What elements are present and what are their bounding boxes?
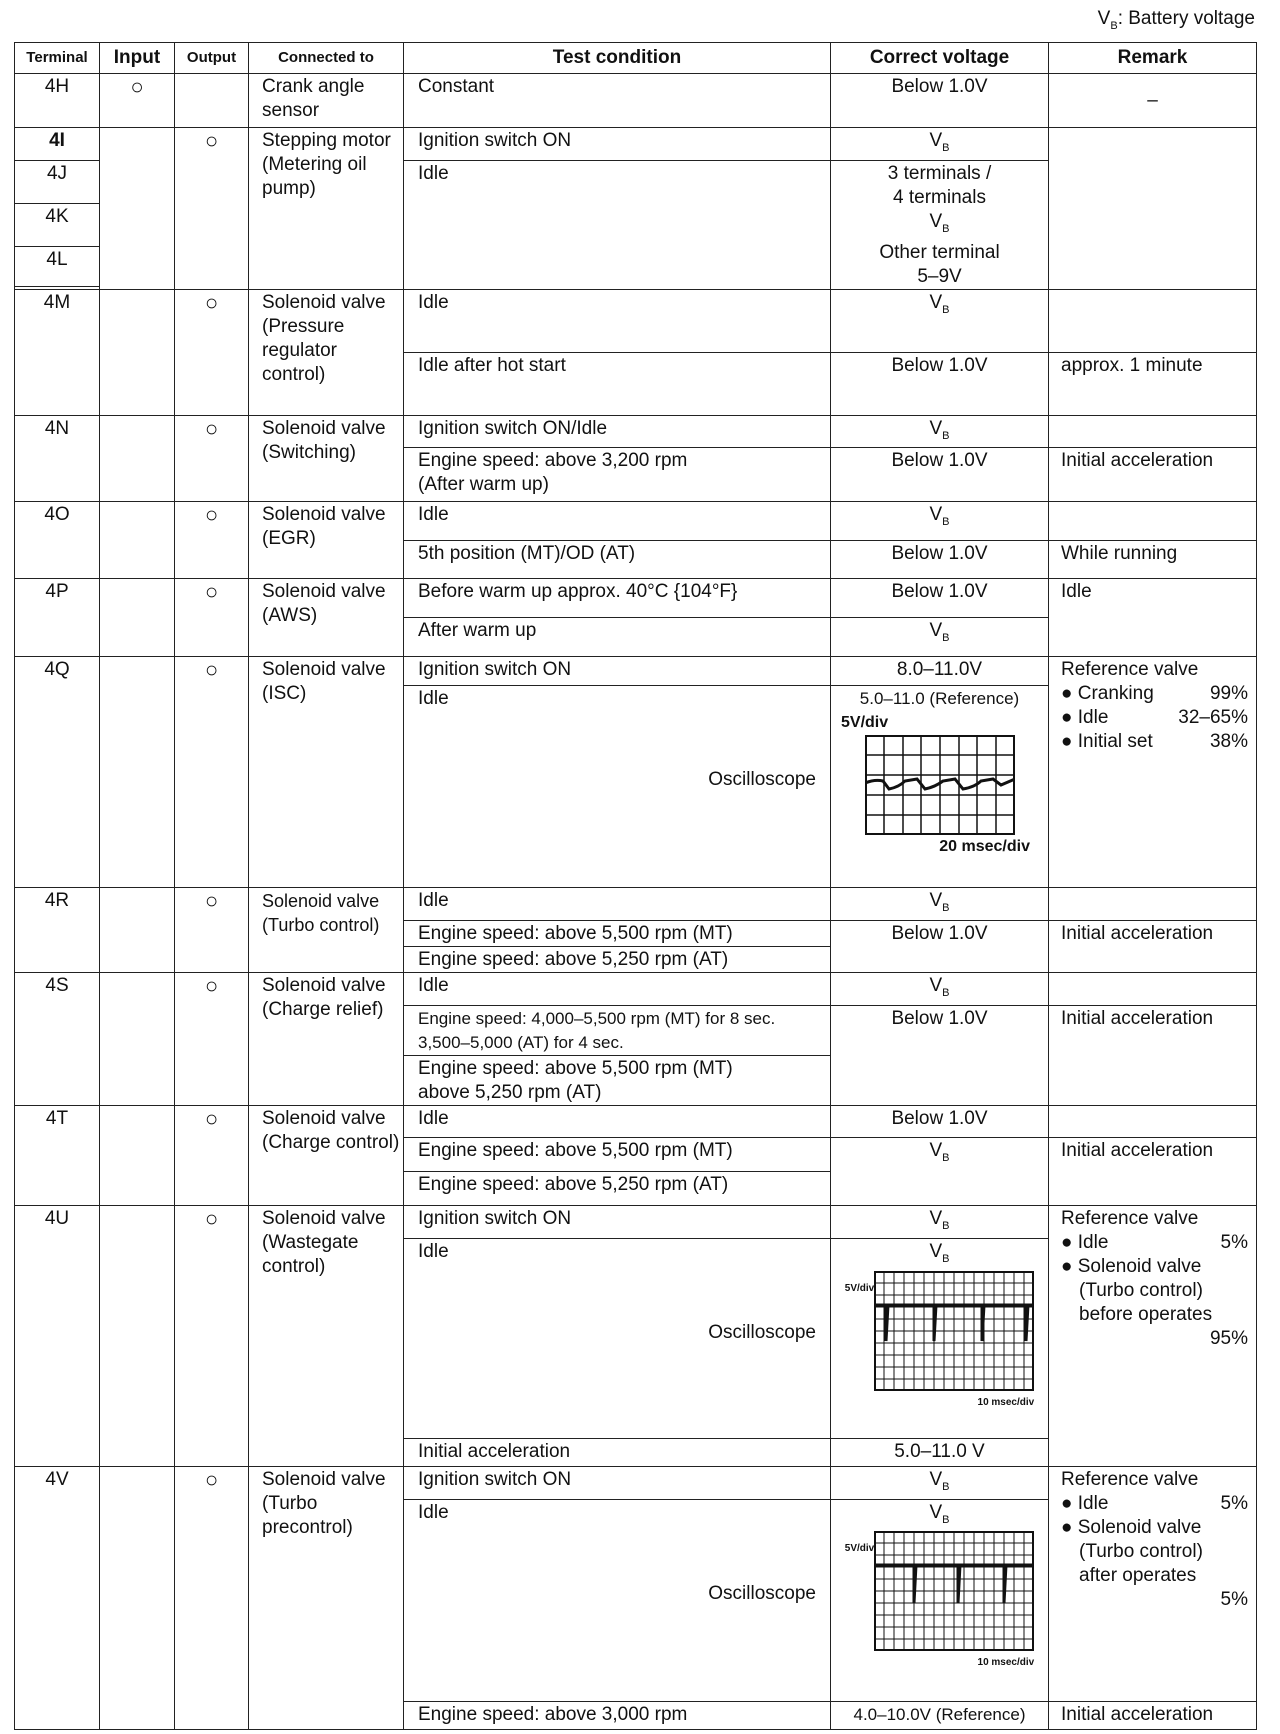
header-input: Input [100,43,175,74]
connected-cell: Solenoid valve (Turbo control) [249,888,404,973]
test-cell: Idle [404,160,831,289]
scope-grid-isc [865,735,1015,835]
voltage-cell: Below 1.0V [831,1105,1049,1137]
voltage-cell: Below 1.0V [831,352,1049,415]
voltage-cell: Below 1.0V [831,579,1049,618]
ecu-terminal-table [14,42,1257,1730]
oscilloscope-label: Oscilloscope [708,769,816,791]
terminal-cell: 4K [15,203,100,246]
table-row [15,579,1257,618]
output-circle-icon: ○ [175,128,249,290]
test-cell: Ignition switch ON [404,1466,831,1499]
terminal-cell: 4T [15,1105,100,1205]
output-circle-icon: ○ [175,289,249,415]
test-cell: Engine speed: above 5,500 rpm (MT) [404,1137,831,1171]
voltage-cell: 4.0–10.0V (Reference) [831,1701,1049,1729]
remark-cell: Reference valve ● Idle 5% ● Solenoid valve (Turbo control) after operates 5% [1049,1466,1257,1701]
terminal-cell: 4Q [15,657,100,888]
output-circle-icon: ○ [175,502,249,579]
table-row [15,888,1257,921]
connected-cell: Solenoid valve (Charge relief) [249,973,404,1106]
remark-cell: Initial acceleration [1049,1005,1257,1105]
remark-cell: approx. 1 minute [1049,352,1257,415]
terminal-cell: 4O [15,502,100,579]
test-cell: Engine speed: above 5,250 rpm (AT) [404,947,831,973]
terminal-cell: 4S [15,973,100,1106]
voltage-cell: Below 1.0V [831,448,1049,502]
voltage-cell: Below 1.0V [831,541,1049,579]
connected-cell: Stepping motor (Metering oil pump) [249,128,404,290]
remark-cell: Reference valve ● Idle 5% ● Solenoid valve (Turbo control) before operates 95% [1049,1205,1257,1466]
connected-cell: Solenoid valve (Charge control) [249,1105,404,1205]
voltage-cell: $V_B$ [831,502,1049,541]
connected-cell: Solenoid valve (AWS) [249,579,404,657]
output-circle-icon: ○ [175,1205,249,1466]
output-circle-icon: ○ [175,579,249,657]
test-cell: Engine speed: above 3,000 rpm [404,1701,831,1729]
test-cell: Engine speed: above 3,200 rpm (After warm up) [404,448,831,502]
output-circle-icon: ○ [175,1105,249,1205]
voltage-cell: Below 1.0V [831,1005,1049,1105]
output-circle-icon: ○ [175,415,249,502]
test-cell: Ignition switch ON [404,128,831,161]
test-cell: Idle [404,973,831,1006]
test-cell: 5th position (MT)/OD (AT) [404,541,831,579]
test-cell: Engine speed: above 5,250 rpm (AT) [404,1171,831,1205]
test-cell: Constant [404,74,831,128]
test-cell: Idle Oscilloscope [404,1238,831,1438]
connected-cell: Crank angle sensor [249,74,404,128]
terminal-cell: 4N [15,415,100,502]
voltage-cell: Below 1.0V [831,921,1049,973]
voltage-cell: 5.0–11.0 V [831,1438,1049,1466]
connected-cell: Solenoid valve (Wastegate control) [249,1205,404,1466]
header-test-condition: Test condition [404,43,831,74]
table-row [15,1205,1257,1238]
table-row [15,1105,1257,1137]
connected-cell: Solenoid valve (Switching) [249,415,404,502]
remark-cell: Initial acceleration [1049,1137,1257,1205]
test-cell: Ignition switch ON/Idle [404,415,831,448]
test-cell: Before warm up approx. 40°C {104°F} [404,579,831,618]
voltage-cell: $V_B$ [831,128,1049,161]
table-row [15,1466,1257,1499]
test-cell: Idle [404,502,831,541]
test-cell: Ignition switch ON [404,1205,831,1238]
test-cell: Engine speed: above 5,500 rpm (MT) [404,921,831,947]
voltage-cell: $V_B$ [831,888,1049,921]
terminal-cell: 4P [15,579,100,657]
connected-cell: Solenoid valve (ISC) [249,657,404,888]
header-connected: Connected to [249,43,404,74]
connected-cell: Solenoid valve (EGR) [249,502,404,579]
voltage-cell: $V_B$ [831,1205,1049,1238]
battery-voltage-note: $V_B$: Battery voltage [1097,8,1255,32]
input-circle-icon: ○ [100,74,175,128]
output-circle-icon: ○ [175,888,249,973]
voltage-cell: 5.0–11.0 (Reference) 5V/div 20 msec/div [831,686,1049,888]
table-row [15,502,1257,541]
voltage-cell: $V_B$ [831,289,1049,352]
remark-cell: While running [1049,541,1257,579]
table-row [15,128,1257,161]
voltage-cell: $V_B$ [831,415,1049,448]
test-cell: After warm up [404,618,831,657]
test-cell: Idle after hot start [404,352,831,415]
scope-grid-precontrol [874,1531,1034,1651]
test-cell: Idle [404,289,831,352]
voltage-cell: $V_B$ [831,1137,1049,1205]
oscilloscope-label: Oscilloscope [708,1321,816,1343]
test-cell: Idle [404,1105,831,1137]
table-row [15,973,1257,1006]
oscilloscope-label: Oscilloscope [708,1582,816,1604]
terminal-cell: 4U [15,1205,100,1466]
voltage-cell: 8.0–11.0V [831,657,1049,686]
test-cell: Ignition switch ON [404,657,831,686]
oscilloscope-waveform: 5V/div 10 msec/div [831,1531,1048,1675]
table-row [15,415,1257,448]
voltage-cell: $V_B$ 5V/div 10 msec/div [831,1499,1049,1701]
output-circle-icon: ○ [175,973,249,1106]
table-row [15,657,1257,686]
header-remark: Remark [1049,43,1257,74]
terminal-cell: 4I [15,128,100,161]
oscilloscope-waveform: 5V/div 20 msec/div [841,714,1030,856]
remark-cell: Reference valve ● Cranking 99% ● Idle 32–65% ● Initial set 38% [1049,657,1257,888]
test-cell: Idle [404,888,831,921]
scope-grid-wastegate [874,1271,1034,1391]
test-cell: Engine speed: above 5,500 rpm (MT) above 5,250 rpm (AT) [404,1055,831,1105]
remark-cell: Initial acceleration [1049,921,1257,973]
connected-cell: Solenoid valve (Turbo precontrol) [249,1466,404,1729]
remark-cell: Initial acceleration [1049,448,1257,502]
remark-cell: Idle [1049,579,1257,657]
table-row [15,289,1257,352]
terminal-cell: 4L [15,246,100,287]
test-cell: Idle Oscilloscope [404,1499,831,1701]
output-circle-icon: ○ [175,1466,249,1729]
header-correct-voltage: Correct voltage [831,43,1049,74]
connected-cell: Solenoid valve (Pressure regulator control) [249,289,404,415]
test-cell: Engine speed: 4,000–5,500 rpm (MT) for 8 sec. 3,500–5,000 (AT) for 4 sec. [404,1005,831,1055]
voltage-cell: Below 1.0V [831,74,1049,128]
output-circle-icon: ○ [175,657,249,888]
test-cell: Idle Oscilloscope [404,686,831,888]
remark-cell: – [1049,74,1257,128]
voltage-cell: $V_B$ [831,1466,1049,1499]
header-terminal: Terminal [15,43,100,74]
voltage-cell: 3 terminals / 4 terminals $V_B$ Other terminal 5–9V [831,160,1049,289]
remark-cell: Initial acceleration [1049,1701,1257,1729]
header-output: Output [175,43,249,74]
terminal-cell: 4J [15,160,100,203]
table-row [15,74,1257,128]
terminal-cell: 4H [15,74,100,128]
terminal-cell: 4V [15,1466,100,1729]
oscilloscope-waveform: 5V/div 10 msec/div [831,1271,1048,1415]
test-cell: Initial acceleration [404,1438,831,1466]
terminal-cell: 4M [15,289,100,415]
voltage-cell: $V_B$ [831,618,1049,657]
header-row [15,43,1257,74]
voltage-cell: $V_B$ 5V/div 10 msec/div [831,1238,1049,1438]
voltage-cell: $V_B$ [831,973,1049,1006]
terminal-cell: 4R [15,888,100,973]
